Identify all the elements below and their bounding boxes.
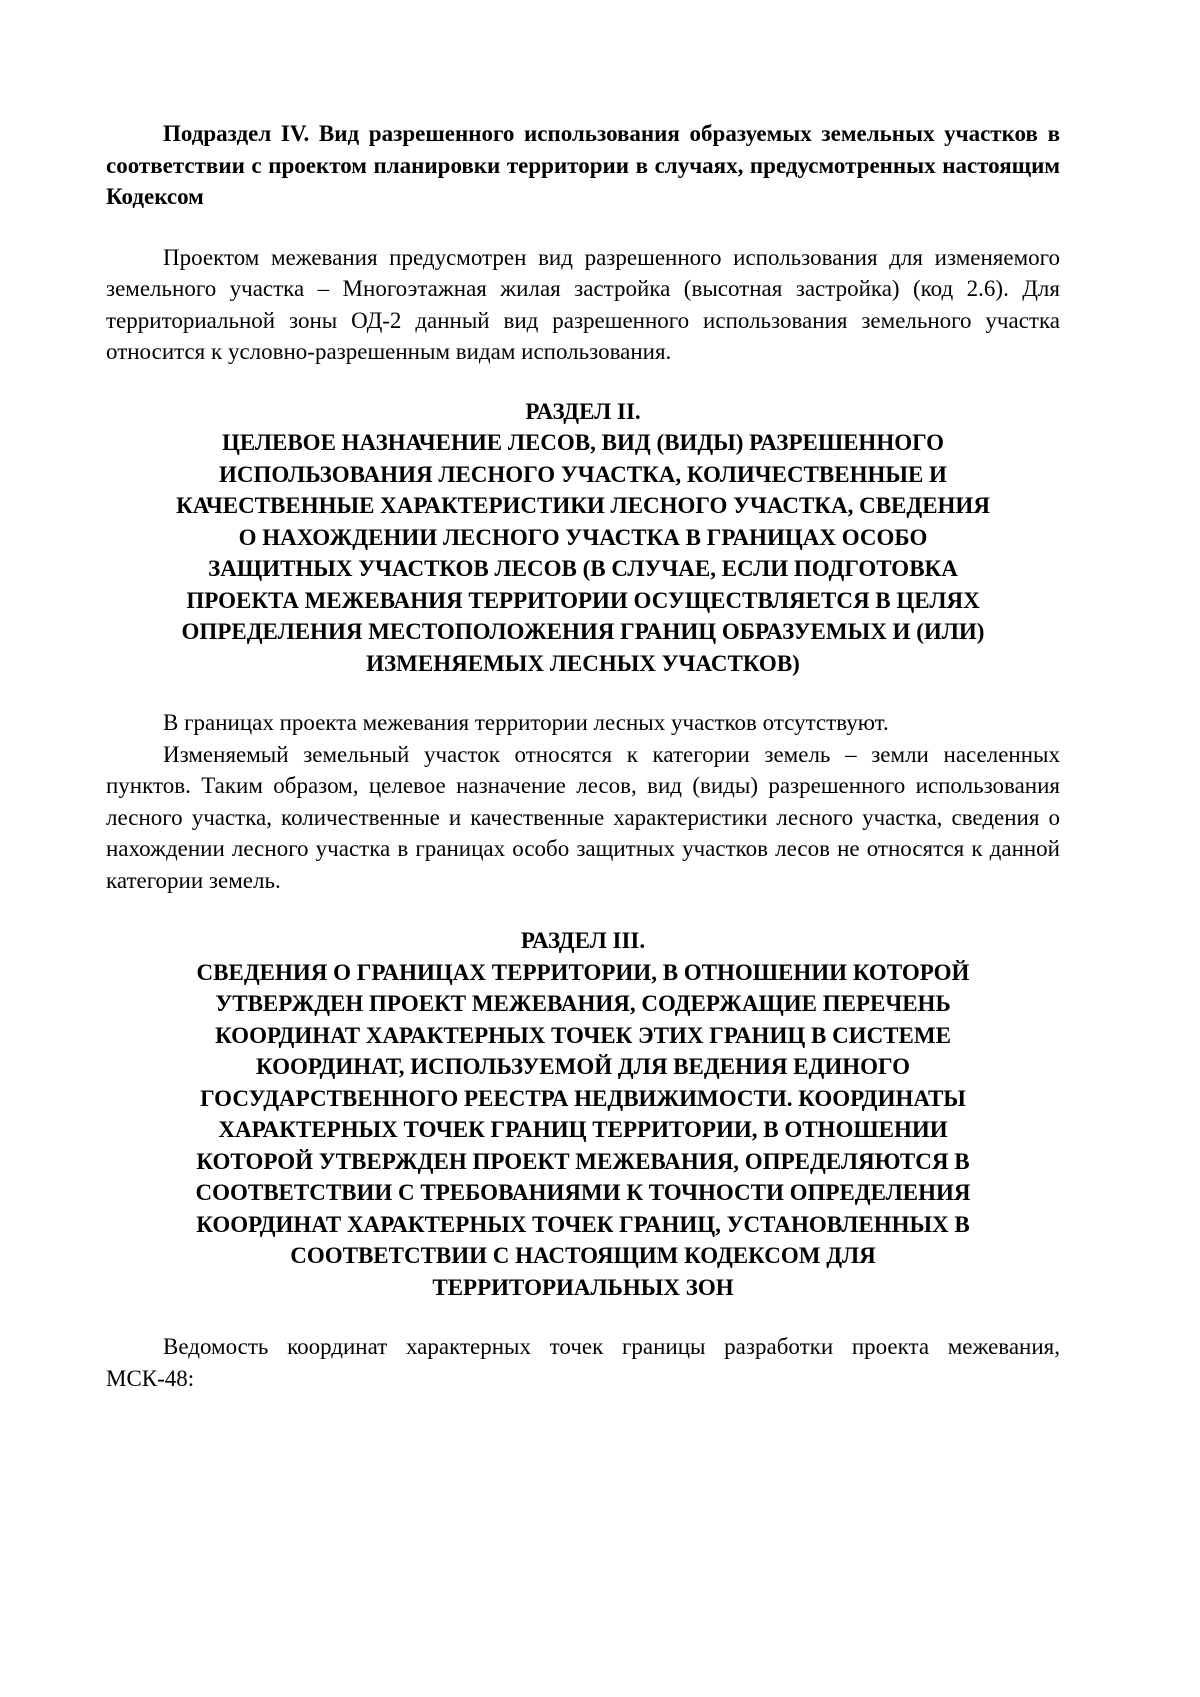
subsection-iv-heading: Подраздел IV. Вид разрешенного использования образуемых земельных участков в соответствии с проектом планировки территории в случаях, предусмотренных настоящим Кодексом bbox=[106, 121, 1060, 209]
subsection-iv bbox=[106, 118, 1060, 368]
document-page bbox=[106, 118, 1060, 1394]
section-iii-heading-line: СООТВЕТСТВИИ С ТРЕБОВАНИЯМИ К ТОЧНОСТИ ОПРЕДЕЛЕНИЯ bbox=[195, 1180, 971, 1205]
section-ii-title: РАЗДЕЛ II. bbox=[525, 398, 641, 424]
section-ii-heading-line: ЦЕЛЕВОЕ НАЗНАЧЕНИЕ ЛЕСОВ, ВИД (ВИДЫ) РАЗРЕШЕННОГО bbox=[221, 430, 945, 455]
section-iii-heading-line: ГОСУДАРСТВЕННОГО РЕЕСТРА НЕДВИЖИМОСТИ. КООРДИНАТЫ bbox=[200, 1085, 966, 1111]
section-iii-heading-line: СВЕДЕНИЯ О ГРАНИЦАХ ТЕРРИТОРИИ, В ОТНОШЕНИИ КОТОРОЙ bbox=[196, 959, 970, 985]
section-iii-heading bbox=[106, 925, 1060, 1303]
section-iii-paragraph: Ведомость координат характерных точек границы разработки проекта межевания, МСК-48: bbox=[106, 1334, 1060, 1391]
section-iii-heading-line: КООРДИНАТ ХАРАКТЕРНЫХ ТОЧЕК ЭТИХ ГРАНИЦ В СИСТЕМЕ bbox=[215, 1022, 951, 1048]
subsection-iv-paragraph: Проектом межевания предусмотрен вид разрешенного использования для изменяемого земельного участка – Многоэтажная жилая застройка (высотная застройка) (код 2.6). Для территориальной зоны ОД-2 данный вид разрешенного использования земельного участка относится к условно-разрешенным видам использования. bbox=[106, 244, 1060, 364]
section-iii-heading-line: КООРДИНАТ, ИСПОЛЬЗУЕМОЙ ДЛЯ ВЕДЕНИЯ ЕДИНОГО bbox=[256, 1054, 910, 1079]
section-iii-title: РАЗДЕЛ III. bbox=[520, 928, 646, 953]
section-iii-heading-line: ТЕРРИТОРИАЛЬНЫХ ЗОН bbox=[432, 1274, 734, 1300]
section-ii-heading bbox=[106, 396, 1060, 680]
section-iii-heading-line: ХАРАКТЕРНЫХ ТОЧЕК ГРАНИЦ ТЕРРИТОРИИ, В ОТНОШЕНИИ bbox=[218, 1117, 948, 1142]
section-iii-heading-line: УТВЕРЖДЕН ПРОЕКТ МЕЖЕВАНИЯ, СОДЕРЖАЩИЕ ПЕРЕЧЕНЬ bbox=[215, 991, 951, 1016]
section-iii-heading-line: КООРДИНАТ ХАРАКТЕРНЫХ ТОЧЕК ГРАНИЦ, УСТАНОВЛЕННЫХ В bbox=[196, 1211, 970, 1237]
section-iii bbox=[106, 925, 1060, 1394]
section-ii-heading-line: ПРОЕКТА МЕЖЕВАНИЯ ТЕРРИТОРИИ ОСУЩЕСТВЛЯЕТСЯ В ЦЕЛЯХ bbox=[186, 587, 980, 613]
section-iii-heading-line: КОТОРОЙ УТВЕРЖДЕН ПРОЕКТ МЕЖЕВАНИЯ, ОПРЕДЕЛЯЮТСЯ В bbox=[196, 1148, 970, 1174]
section-ii-heading-line: О НАХОЖДЕНИИ ЛЕСНОГО УЧАСТКА В ГРАНИЦАХ ОСОБО bbox=[238, 524, 928, 550]
section-ii-heading-line: ИЗМЕНЯЕМЫХ ЛЕСНЫХ УЧАСТКОВ) bbox=[366, 650, 800, 676]
section-ii-heading-line: ИСПОЛЬЗОВАНИЯ ЛЕСНОГО УЧАСТКА, КОЛИЧЕСТВЕННЫЕ И bbox=[219, 461, 947, 487]
section-ii-paragraph-2: Изменяемый земельный участок относятся к категории земель – земли населенных пунктов. Таким образом, целевое назначение лесов, вид (виды) разрешенного использования лесного участка, количественные и качественные характеристики лесного участка, сведения о нахождении лесного участка в границах особо защитных участков лесов не относятся к данной категории земель. bbox=[106, 741, 1060, 893]
section-ii-heading-line: ОПРЕДЕЛЕНИЯ МЕСТОПОЛОЖЕНИЯ ГРАНИЦ ОБРАЗУЕМЫХ И (ИЛИ) bbox=[181, 619, 985, 644]
section-ii-heading-line: КАЧЕСТВЕННЫЕ ХАРАКТЕРИСТИКИ ЛЕСНОГО УЧАСТКА, СВЕДЕНИЯ bbox=[176, 493, 990, 518]
section-ii-heading-line: ЗАЩИТНЫХ УЧАСТКОВ ЛЕСОВ (В СЛУЧАЕ, ЕСЛИ ПОДГОТОВКА bbox=[208, 556, 958, 581]
section-ii-paragraph-1: В границах проекта межевания территории лесных участков отсутствуют. bbox=[163, 710, 889, 735]
section-iii-heading-line: СООТВЕТСТВИИ С НАСТОЯЩИМ КОДЕКСОМ ДЛЯ bbox=[290, 1243, 876, 1268]
section-ii-body bbox=[106, 707, 1060, 896]
section-ii bbox=[106, 396, 1060, 897]
